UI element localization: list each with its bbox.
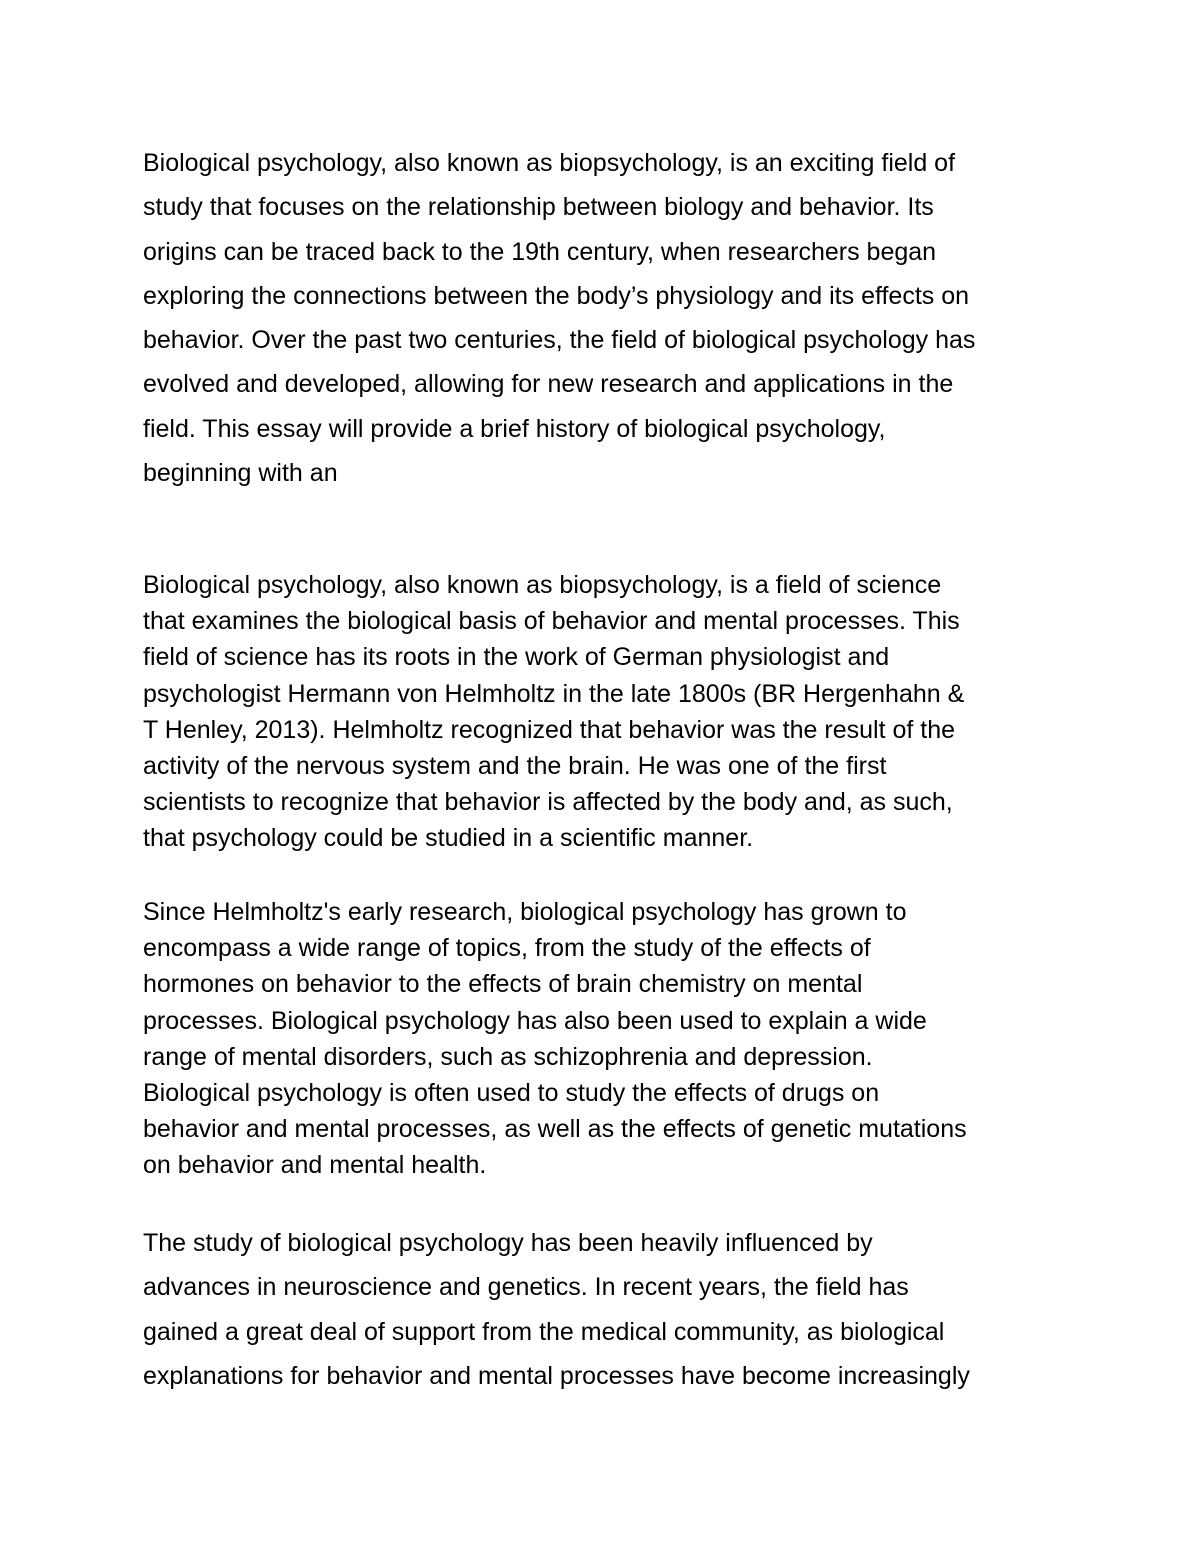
text-line: gained a great deal of support from the medical community, as biological bbox=[143, 1317, 945, 1346]
text-line: origins can be traced back to the 19th century, when researchers began bbox=[143, 237, 937, 266]
text-line: The study of biological psychology has been heavily influenced by bbox=[143, 1229, 873, 1257]
text-line: evolved and developed, allowing for new research and applications in the bbox=[143, 370, 954, 399]
text-line: beginning with an bbox=[143, 459, 338, 488]
paragraph-topics bbox=[143, 894, 1073, 1184]
text-line: Since Helmholtz's early research, biological psychology has grown to bbox=[143, 898, 907, 926]
text-line: field. This essay will provide a brief history of biological psychology, bbox=[143, 414, 886, 443]
text-line: exploring the connections between the body’s physiology and its effects on bbox=[143, 281, 970, 310]
text-line: Biological psychology is often used to study the effects of drugs on bbox=[143, 1079, 880, 1108]
paragraph-intro bbox=[143, 141, 1073, 495]
text-line: processes. Biological psychology has also been used to explain a wide bbox=[143, 1006, 927, 1035]
text-line: psychologist Hermann von Helmholtz in the late 1800s (BR Hergenhahn & bbox=[143, 679, 965, 708]
paragraph-advances bbox=[143, 1221, 1073, 1398]
text-line: scientists to recognize that behavior is affected by the body and, as such, bbox=[143, 788, 953, 817]
text-line: T Henley, 2013). Helmholtz recognized that behavior was the result of the bbox=[143, 715, 956, 744]
text-line: on behavior and mental health. bbox=[143, 1151, 487, 1180]
text-line: range of mental disorders, such as schizophrenia and depression. bbox=[143, 1042, 873, 1071]
text-line: field of science has its roots in the work of German physiologist and bbox=[143, 643, 890, 672]
text-line: activity of the nervous system and the brain. He was one of the first bbox=[143, 752, 887, 781]
text-line: hormones on behavior to the effects of brain chemistry on mental bbox=[143, 970, 863, 999]
paragraph-helmholtz bbox=[143, 567, 1073, 857]
text-line: that psychology could be studied in a scientific manner. bbox=[143, 824, 754, 853]
text-line: behavior. Over the past two centuries, the field of biological psychology has bbox=[143, 326, 976, 355]
text-line: explanations for behavior and mental processes have become increasingly bbox=[143, 1361, 970, 1390]
text-line: Biological psychology, also known as biopsychology, is an exciting field of bbox=[143, 149, 956, 177]
text-line: encompass a wide range of topics, from the study of the effects of bbox=[143, 934, 871, 963]
text-line: study that focuses on the relationship between biology and behavior. Its bbox=[143, 193, 934, 222]
text-line: Biological psychology, also known as biopsychology, is a field of science bbox=[143, 571, 942, 599]
text-line: behavior and mental processes, as well as the effects of genetic mutations bbox=[143, 1115, 967, 1144]
text-line: advances in neuroscience and genetics. In recent years, the field has bbox=[143, 1273, 909, 1302]
text-line: that examines the biological basis of behavior and mental processes. This bbox=[143, 607, 960, 636]
